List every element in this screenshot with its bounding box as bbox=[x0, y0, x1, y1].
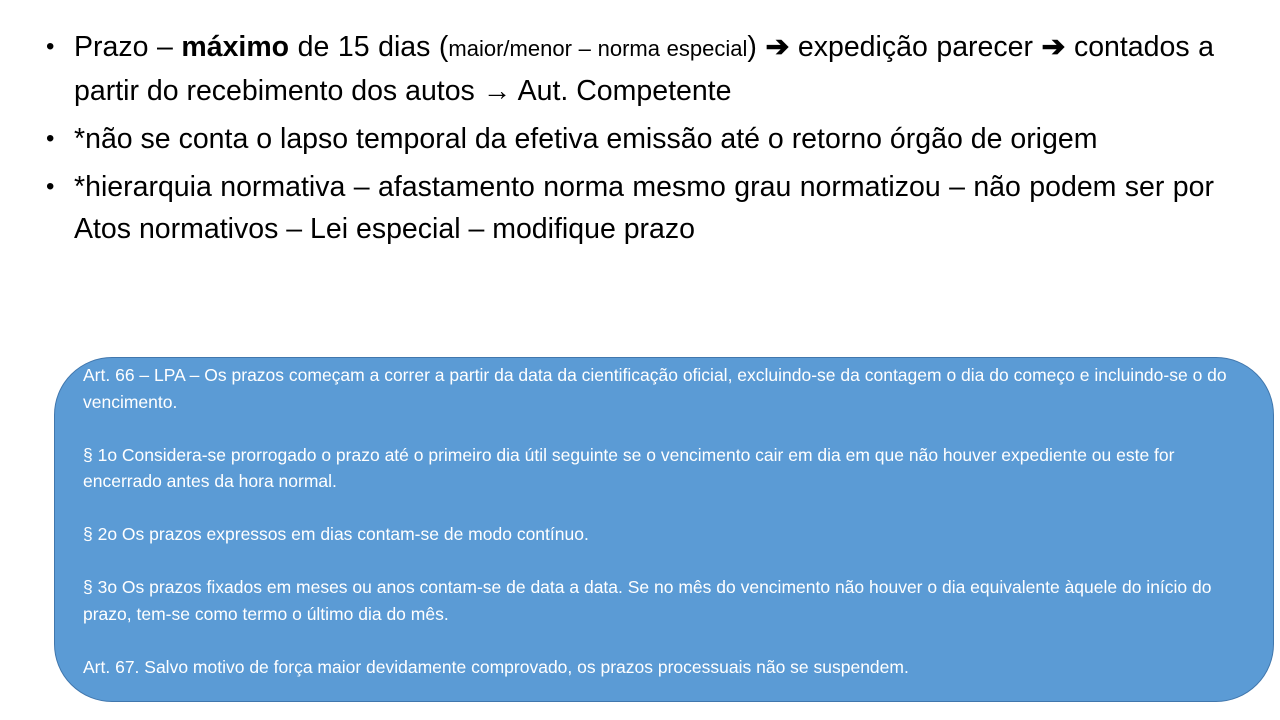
arrow-right-icon: → bbox=[482, 75, 512, 107]
bullet-text-small: maior/menor – norma especial bbox=[448, 36, 748, 61]
legal-text-box bbox=[54, 357, 1274, 702]
art-66-paragraph: Art. 66 – LPA – Os prazos começam a correr a partir da data da cientificação oficial, excluindo-se da contagem o dia do começo e incluindo-se o do vencimento. bbox=[83, 365, 1227, 412]
art-67-paragraph: Art. 67. Salvo motivo de força maior devidamente comprovado, os prazos processuais não se suspendem. bbox=[83, 656, 909, 677]
bullet-text-t3: contados a partir do recebimento dos autos bbox=[74, 31, 1214, 107]
legal-text bbox=[83, 362, 1253, 680]
bullet-dot-icon: • bbox=[46, 173, 55, 200]
arrow-right-icon: ➔ bbox=[765, 31, 790, 63]
bullet-item-lapso bbox=[46, 118, 1214, 160]
bullet-text-pre: Prazo – bbox=[74, 31, 182, 63]
bullet-text-t4: Aut. Competente bbox=[511, 75, 732, 107]
bullet-text-close: ) bbox=[747, 31, 757, 63]
bullet-dot-icon: • bbox=[46, 33, 55, 60]
bullet-text: *hierarquia normativa – afastamento norma mesmo grau normatizou – não podem ser por Atos normativos – Lei especial – modifique prazo bbox=[74, 171, 1214, 245]
bullet-text: *não se conta o lapso temporal da efetiva emissão até o retorno órgão de origem bbox=[74, 123, 1098, 155]
bullet-text-mid: de 15 dias ( bbox=[289, 31, 449, 63]
bullet-list bbox=[46, 26, 1214, 256]
bullet-text-bold: máximo bbox=[181, 31, 290, 63]
bullet-text-t2: expedição parecer bbox=[789, 31, 1042, 63]
arrow-right-icon: ➔ bbox=[1041, 31, 1066, 63]
paragraph-2: § 2o Os prazos expressos em dias contam-se de modo contínuo. bbox=[83, 524, 589, 544]
bullet-item-prazo bbox=[46, 26, 1214, 112]
paragraph-1: § 1o Considera-se prorrogado o prazo até o primeiro dia útil seguinte se o vencimento cair em dia em que não houver expediente ou este for encerrado antes da hora normal. bbox=[83, 444, 1175, 491]
bullet-dot-icon: • bbox=[46, 125, 55, 152]
bullet-item-hierarquia bbox=[46, 166, 1214, 250]
paragraph-3: § 3o Os prazos fixados em meses ou anos contam-se de data a data. Se no mês do vencimento não houver o dia equivalente àquele do início do prazo, tem-se como termo o último dia do mês. bbox=[83, 577, 1212, 624]
